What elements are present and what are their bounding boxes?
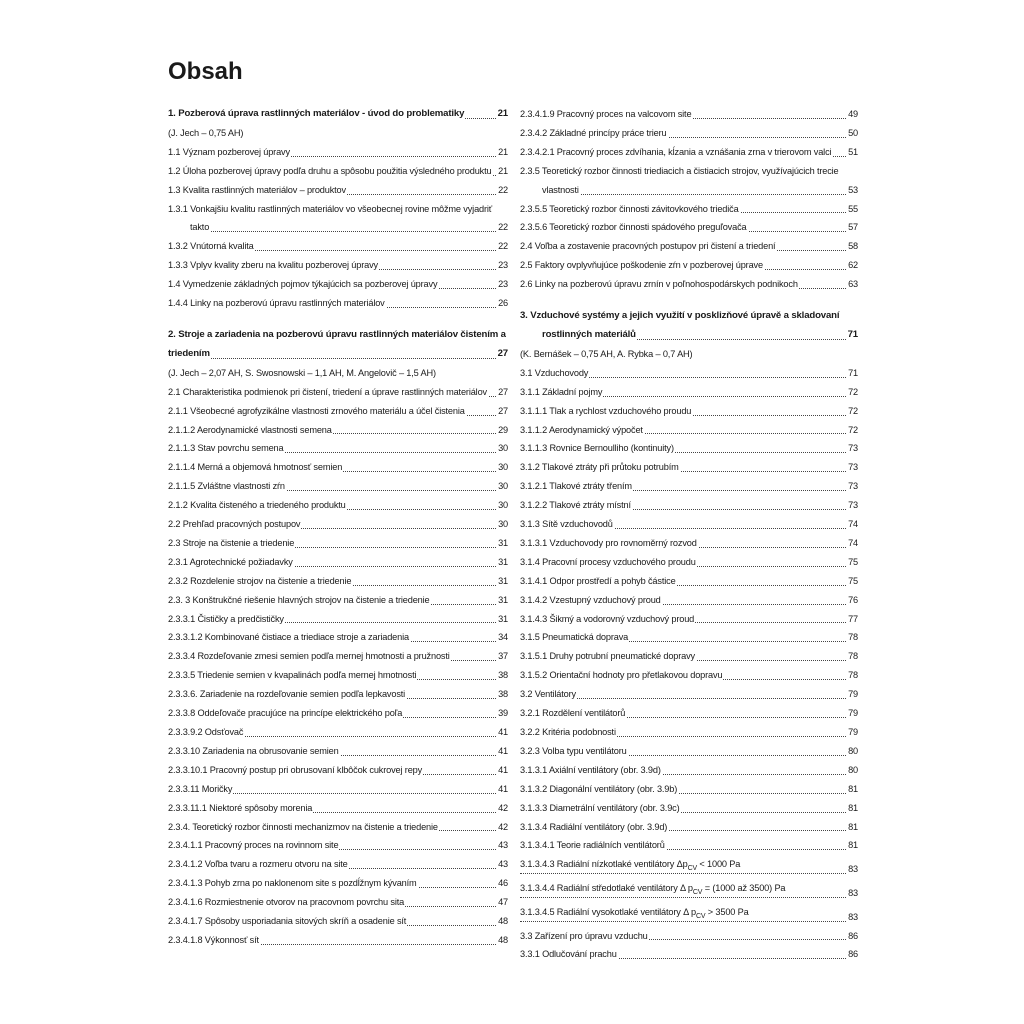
toc-entry-text: (K. Bernášek – 0,75 AH, A. Rybka – 0,7 AH) <box>520 348 693 359</box>
page-number: 58 <box>847 237 858 256</box>
page-number: 49 <box>847 105 858 124</box>
toc-entry-text: 2.3.4.1.1 Pracovný proces na rovinnom site <box>168 840 339 851</box>
page-number: 22 <box>497 181 508 200</box>
toc-section-2-continuation[interactable] <box>168 345 508 364</box>
toc-section-1[interactable] <box>168 105 508 124</box>
toc-entry-text: 3.1.1.1 Tlak a rychlost vzduchového proudu <box>520 405 692 416</box>
toc-entry[interactable] <box>168 628 508 647</box>
page-number: 41 <box>497 742 508 761</box>
toc-entry-text: 2.3. 3 Konštrukčné riešenie hlavných strojov na čistenie a triedenie <box>168 594 430 605</box>
subscript: CV <box>695 912 706 920</box>
page-number: 23 <box>497 275 508 294</box>
toc-entry-text: 3.1.4.2 Vzestupný vzduchový proud <box>520 594 661 605</box>
toc-section-3[interactable] <box>520 307 858 326</box>
page-number: 77 <box>847 610 858 629</box>
toc-entry-text: 3.1.1.2 Aerodynamický výpočet <box>520 424 643 435</box>
subscript: CV <box>692 888 703 896</box>
page-number: 51 <box>847 143 858 162</box>
page-number: 48 <box>497 912 508 931</box>
toc-entry[interactable] <box>168 294 508 313</box>
toc-entry[interactable] <box>520 143 858 162</box>
toc-entry[interactable] <box>168 704 508 723</box>
page-number: 22 <box>497 237 508 256</box>
toc-entry[interactable] <box>520 818 858 837</box>
page-number: 79 <box>847 685 858 704</box>
page-number: 62 <box>847 256 858 275</box>
toc-entry-text: 1.3.1 Vonkajšiu kvalitu rastlinných materiálov vo všeobecnej rovine môžme vyjadriť <box>168 203 493 214</box>
toc-entry[interactable] <box>520 200 858 219</box>
page-number: 83 <box>847 908 858 927</box>
page-number: 80 <box>847 742 858 761</box>
page-number: 47 <box>497 893 508 912</box>
toc-entry-text: 3.1.3.4 Radiální ventilátory (obr. 3.9d) <box>520 821 668 832</box>
page-number: 78 <box>847 647 858 666</box>
toc-entry-text: 3.1.4 Pracovní procesy vzduchového proudu <box>520 556 696 567</box>
toc-entry-text: (J. Jech – 0,75 AH) <box>168 127 244 138</box>
toc-entry-text: 2.3 Stroje na čistenie a triedenie <box>168 537 295 548</box>
toc-entry[interactable] <box>520 402 858 421</box>
toc-entry[interactable] <box>520 162 858 181</box>
toc-entry-text: 2.3.3.4 Rozdeľovanie zmesi semien podľa mernej hmotnosti a pružnosti <box>168 651 450 662</box>
toc-entry[interactable] <box>520 534 858 553</box>
toc-entry[interactable] <box>520 383 858 402</box>
toc-entry-text: 3.1.5 Pneumatická doprava <box>520 632 629 643</box>
toc-entry[interactable] <box>520 799 858 818</box>
page-number: 38 <box>497 685 508 704</box>
toc-entry-text: 2.1 Charakteristika podmienok pri čistení, triedení a úprave rastlinných materiálov <box>168 386 487 397</box>
page-number: 79 <box>847 704 858 723</box>
toc-entry[interactable] <box>520 647 858 666</box>
toc-entry[interactable] <box>520 256 858 275</box>
page-number: 31 <box>497 534 508 553</box>
toc-entry[interactable] <box>520 218 858 237</box>
toc-entry-text: > 3500 Pa <box>705 906 749 917</box>
toc-entry-text: 2.1.1.4 Merná a objemová hmotnosť semien <box>168 462 343 473</box>
toc-entry[interactable] <box>168 685 508 704</box>
page-number: 31 <box>497 553 508 572</box>
toc-entry-text: 3.1.3.1 Axiální ventilátory (obr. 3.9d) <box>520 764 661 775</box>
page-number: 74 <box>847 515 858 534</box>
page-number: 75 <box>847 553 858 572</box>
toc-entry-text: 2.3.5 Teoretický rozbor činnosti triediacich a čistiacich strojov, využívajúcich trecie <box>520 165 839 176</box>
toc-entry[interactable] <box>520 903 858 927</box>
toc-entry-text: 2.3.2 Rozdelenie strojov na čistenie a triedenie <box>168 575 352 586</box>
toc-entry-text: 2.3.1 Agrotechnické požiadavky <box>168 556 293 567</box>
toc-entry[interactable] <box>168 818 508 837</box>
toc-entry[interactable] <box>168 742 508 761</box>
page-number: 76 <box>847 591 858 610</box>
toc-entry-text: 1.4.4 Linky na pozberovú úpravu rastlinných materiálov <box>168 298 385 309</box>
toc-entry[interactable] <box>520 553 858 572</box>
toc-entry-text: 1.3.2 Vnútorná kvalita <box>168 241 254 252</box>
toc-entry[interactable] <box>168 836 508 855</box>
toc-entry[interactable] <box>168 458 508 477</box>
page-number: 27 <box>497 383 508 402</box>
page-number: 72 <box>847 383 858 402</box>
toc-entry[interactable] <box>168 200 508 219</box>
page-number: 37 <box>497 647 508 666</box>
toc-entry[interactable] <box>520 945 858 964</box>
toc-entry[interactable] <box>520 685 858 704</box>
page-number: 42 <box>497 818 508 837</box>
toc-entry-text: 1. Pozberová úprava rastlinných materiálov - úvod do problematiky <box>168 108 465 119</box>
toc-entry[interactable] <box>520 761 858 780</box>
toc-entry-text: 2.1.1.5 Zvláštne vlastnosti zŕn <box>168 481 285 492</box>
toc-entry-text: 2. Stroje a zariadenia na pozberovú úpravu rastlinných materiálov čistením a <box>168 328 506 340</box>
toc-entry-text: 2.3.4.2 Základné princípy práce trieru <box>520 127 667 138</box>
toc-entry-text: 1.3 Kvalita rastlinných materiálov – produktov <box>168 184 346 195</box>
toc-entry[interactable] <box>168 647 508 666</box>
page-number: 83 <box>847 860 858 879</box>
toc-entry-text: 3.1.2 Tlakové ztráty při průtoku potrubím <box>520 462 679 473</box>
page-number: 27 <box>497 402 508 421</box>
toc-entry-text: 2.1.2 Kvalita čisteného a triedeného produktu <box>168 500 346 511</box>
page-number: 81 <box>847 799 858 818</box>
page-number: 72 <box>847 402 858 421</box>
page-number: 21 <box>497 143 508 162</box>
toc-entry-text: 3.1.3.3 Diametrální ventilátory (obr. 3.9c) <box>520 802 680 813</box>
toc-entry[interactable] <box>168 275 508 294</box>
page-number: 74 <box>847 534 858 553</box>
toc-entry-text: 2.1.1 Všeobecné agrofyzikálne vlastnosti zrnového materiálu a účel čistenia <box>168 405 465 416</box>
toc-entry[interactable] <box>168 534 508 553</box>
page-number: 43 <box>497 836 508 855</box>
toc-entry[interactable] <box>520 124 858 143</box>
toc-entry[interactable] <box>168 780 508 799</box>
toc-entry-text: 3.1.4.1 Odpor prostředí a pohyb částice <box>520 575 676 586</box>
toc-entry-text: 3.1.3.4.3 Radiální nízkotlaké ventilátory Δp <box>520 859 688 870</box>
toc-entry[interactable] <box>520 591 858 610</box>
toc-entry[interactable] <box>520 780 858 799</box>
toc-right-column <box>520 105 858 964</box>
page-number: 71 <box>847 326 858 345</box>
toc-entry[interactable] <box>520 458 858 477</box>
toc-entry[interactable] <box>168 893 508 912</box>
toc-entry[interactable] <box>520 836 858 855</box>
toc-entry[interactable] <box>168 237 508 256</box>
toc-entry-text: 3.1.3.4.4 Radiální středotlaké ventilátory Δ p <box>520 883 693 894</box>
page-number: 80 <box>847 761 858 780</box>
toc-entry-text: = (1000 až 3500) Pa <box>702 883 786 894</box>
toc-entry[interactable] <box>168 591 508 610</box>
toc-entry-text: 2.1.1.3 Stav povrchu semena <box>168 443 284 454</box>
toc-entry[interactable] <box>168 496 508 515</box>
toc-entry[interactable] <box>520 515 858 534</box>
toc-entry[interactable] <box>520 742 858 761</box>
toc-entry[interactable] <box>168 761 508 780</box>
toc-entry-text: 3.1.3.2 Diagonální ventilátory (obr. 3.9b) <box>520 783 678 794</box>
toc-authors-2 <box>168 364 508 383</box>
toc-entry-text: 3.2.1 Rozdělení ventilátorů <box>520 708 626 719</box>
page-number: 73 <box>847 477 858 496</box>
toc-entry-continuation[interactable] <box>168 218 508 237</box>
toc-entry-text: 2.3.3.11.1 Niektoré spôsoby morenia <box>168 802 313 813</box>
page-number: 72 <box>847 421 858 440</box>
toc-entry-text: 3.1.1 Základní pojmy <box>520 386 603 397</box>
page-number: 34 <box>497 628 508 647</box>
toc-entry-text: 2.3.3.1.2 Kombinované čistiace a triediace stroje a zariadenia <box>168 632 409 643</box>
toc-entry-text: 3.2.3 Volba typu ventilátoru <box>520 745 627 756</box>
page-number: 31 <box>497 572 508 591</box>
toc-entry-text: 2.5 Faktory ovplyvňujúce poškodenie zŕn v pozberovej úprave <box>520 260 763 271</box>
page-number: 79 <box>847 723 858 742</box>
toc-entry-text: 2.3.5.5 Teoretický rozbor činnosti závitovkového triediča <box>520 203 739 214</box>
toc-entry-text: 2.3.3.10 Zariadenia na obrusovanie semien <box>168 745 339 756</box>
toc-entry[interactable] <box>168 610 508 629</box>
toc-authors-3 <box>520 345 858 364</box>
page-number: 30 <box>497 439 508 458</box>
toc-entry[interactable] <box>168 162 508 181</box>
toc-entry-text: 1.4 Vymedzenie základných pojmov týkajúcich sa pozberovej úpravy <box>168 279 438 290</box>
toc-entry[interactable] <box>168 931 508 950</box>
page-title: Obsah <box>168 58 243 85</box>
toc-entry-text: 2.3.5.6 Teoretický rozbor činnosti spádového preguľovača <box>520 222 747 233</box>
toc-entry[interactable] <box>520 496 858 515</box>
page-number: 39 <box>497 704 508 723</box>
page-number: 57 <box>847 218 858 237</box>
page-number: 78 <box>847 628 858 647</box>
page-number: 73 <box>847 458 858 477</box>
toc-entry-text: 2.3.3.8 Oddeľovače pracujúce na princípe elektrického poľa <box>168 708 403 719</box>
toc-left-column <box>168 105 508 950</box>
toc-entry[interactable] <box>168 723 508 742</box>
toc-entry[interactable] <box>520 477 858 496</box>
toc-entry[interactable] <box>520 855 858 879</box>
page-number: 30 <box>497 477 508 496</box>
page-number: 78 <box>847 666 858 685</box>
toc-entry-text: 3.1.3 Sítě vzduchovodů <box>520 519 613 530</box>
toc-entry-text: 2.3.4.1.8 Výkonnosť sít <box>168 934 259 945</box>
page-number: 50 <box>847 124 858 143</box>
page-number: 29 <box>497 421 508 440</box>
toc-entry-text: 2.3.4.1.9 Pracovný proces na valcovom site <box>520 109 692 119</box>
toc-entry-text: 3.3 Zařízení pro úpravu vzduchu <box>520 930 648 941</box>
subscript: CV <box>687 865 698 873</box>
toc-entry-text: 3.1.3.4.5 Radiální vysokotlaké ventilátory Δ p <box>520 906 696 917</box>
toc-entry-continuation[interactable] <box>520 181 858 200</box>
toc-entry[interactable] <box>520 628 858 647</box>
toc-entry[interactable] <box>168 477 508 496</box>
toc-entry[interactable] <box>168 912 508 931</box>
toc-entry[interactable] <box>168 572 508 591</box>
toc-entry-text: 3.1.1.3 Rovnice Bernoulliho (kontinuity) <box>520 443 674 454</box>
page-number: 27 <box>497 345 508 364</box>
toc-entry[interactable] <box>520 610 858 629</box>
toc-entry-text: 2.2 Prehľad pracovných postupov <box>168 519 301 530</box>
page-number: 81 <box>847 780 858 799</box>
toc-entry[interactable] <box>168 855 508 874</box>
toc-entry[interactable] <box>168 439 508 458</box>
page-number: 41 <box>497 761 508 780</box>
toc-entry-text: 3.1.5.1 Druhy potrubní pneumatické dopravy <box>520 651 696 662</box>
page-number: 30 <box>497 496 508 515</box>
page-number: 73 <box>847 439 858 458</box>
toc-entry-text: vlastnosti <box>542 184 579 195</box>
toc-entry[interactable] <box>168 799 508 818</box>
toc-entry[interactable] <box>168 256 508 275</box>
page-number: 48 <box>497 931 508 950</box>
page-number: 21 <box>497 105 508 124</box>
toc-entry[interactable] <box>520 105 858 124</box>
toc-entry-text: 3.1.2.2 Tlakové ztráty místní <box>520 500 631 511</box>
toc-entry-text: 2.3.4. Teoretický rozbor činnosti mechanizmov na čistenie a triedenie <box>168 821 438 832</box>
page-number: 30 <box>497 515 508 534</box>
toc-entry-text: 2.3.3.6. Zariadenie na rozdeľovanie semien podľa lepkavosti <box>168 689 406 700</box>
toc-entry-text: 3.2 Ventilátory <box>520 689 576 700</box>
toc-entry[interactable] <box>168 383 508 402</box>
toc-entry-text: (J. Jech – 2,07 AH, S. Swosnowski – 1,1 AH, M. Angelovič – 1,5 AH) <box>168 367 436 378</box>
toc-entry-text: 2.3.3.10.1 Pracovný postup pri obrusovaní klbôčok cukrovej repy <box>168 764 423 775</box>
toc-entry-text: 3.1.4.3 Šikmý a vodorovný vzduchový proud <box>520 613 695 624</box>
toc-entry[interactable] <box>520 364 858 383</box>
toc-section-3-continuation[interactable] <box>520 326 858 345</box>
toc-entry-text: 2.3.3.9.2 Odsťovač <box>168 727 244 737</box>
toc-entry-text: 3.3.1 Odlučování prachu <box>520 949 617 960</box>
toc-entry[interactable] <box>520 723 858 742</box>
toc-entry-text: 2.3.3.11 Moričky <box>168 783 233 794</box>
toc-entry-text: 3. Vzduchové systémy a jejich využití v posklizňové úpravě a skladovaní <box>520 310 840 322</box>
toc-entry[interactable] <box>520 666 858 685</box>
toc-entry-text: takto <box>190 222 210 233</box>
page-number: 31 <box>497 591 508 610</box>
toc-entry[interactable] <box>520 927 858 946</box>
toc-entry[interactable] <box>168 421 508 440</box>
toc-entry-text: 1.3.3 Vplyv kvality zberu na kvalitu pozberovej úpravy <box>168 260 378 271</box>
toc-entry[interactable] <box>520 704 858 723</box>
toc-entry[interactable] <box>168 515 508 534</box>
page-number: 63 <box>847 275 858 294</box>
toc-entry-text: rostlinných materiálů <box>542 328 636 340</box>
page-number: 53 <box>847 181 858 200</box>
toc-entry-text: 2.3.4.1.2 Voľba tvaru a rozmeru otvoru na site <box>168 859 348 870</box>
toc-entry-text: 2.1.1.2 Aerodynamické vlastnosti semena <box>168 424 332 435</box>
toc-entry[interactable] <box>520 572 858 591</box>
toc-entry[interactable] <box>520 439 858 458</box>
page-number: 46 <box>497 874 508 893</box>
toc-section-2[interactable] <box>168 326 508 345</box>
toc-authors-1 <box>168 124 508 143</box>
toc-entry-text: 2.3.4.1.6 Rozmiestnenie otvorov na pracovnom povrchu sita <box>168 897 405 908</box>
page-number: 26 <box>497 294 508 313</box>
toc-entry-text: 3.1 Vzduchovody <box>520 367 589 378</box>
toc-entry-text: 3.2.2 Kritéria podobnosti <box>520 727 616 737</box>
toc-entry[interactable] <box>168 143 508 162</box>
page-number: 73 <box>847 496 858 515</box>
page-number: 31 <box>497 610 508 629</box>
toc-entry-text: 2.6 Linky na pozberovú úpravu zrnín v poľnohospodárskych podnikoch <box>520 279 798 290</box>
toc-entry-text: triedením <box>168 347 210 359</box>
toc-entry-text: 2.4 Voľba a zostavenie pracovných postupov pri čistení a triedení <box>520 241 776 252</box>
toc-entry[interactable] <box>520 237 858 256</box>
page-number: 41 <box>497 723 508 742</box>
toc-entry[interactable] <box>168 181 508 200</box>
toc-entry-text: 2.3.4.1.7 Spôsoby usporiadania sitových skríň a osadenie sít <box>168 916 407 927</box>
toc-entry[interactable] <box>168 874 508 893</box>
page-number: 21 <box>497 162 508 181</box>
toc-entry-text: 1.2 Úloha pozberovej úpravy podľa druhu a spôsobu použitia výsledného produktu <box>168 165 492 176</box>
page-number: 83 <box>847 884 858 903</box>
toc-entry-text: 2.3.3.5 Triedenie semien v kvapalinách podľa mernej hmotnosti <box>168 670 417 681</box>
toc-entry-text: 3.1.2.1 Tlakové ztráty třením <box>520 481 632 492</box>
toc-entry-text: 3.1.3.4.1 Teorie radiálních ventilátorů <box>520 840 665 851</box>
toc-entry[interactable] <box>168 553 508 572</box>
toc-entry[interactable] <box>520 879 858 903</box>
toc-entry-text: 2.3.4.1.3 Pohyb zrna po naklonenom site s pozdĺžnym kývaním <box>168 878 417 889</box>
page-number: 42 <box>497 799 508 818</box>
page-number: 71 <box>847 364 858 383</box>
page-number: 81 <box>847 836 858 855</box>
toc-entry-text: 2.3.4.2.1 Pracovný proces zdvíhania, kĺzania a vznášania zrna v trierovom valci <box>520 146 832 157</box>
toc-entry[interactable] <box>520 421 858 440</box>
page-number: 86 <box>847 945 858 964</box>
toc-entry-text: 3.1.3.1 Vzduchovody pro rovnoměrný rozvod <box>520 537 697 548</box>
toc-entry-text: < 1000 Pa <box>697 859 741 870</box>
toc-entry-text: 2.3.3.1 Čističky a predčističky <box>168 613 284 624</box>
page-number: 38 <box>497 666 508 685</box>
page-number: 81 <box>847 818 858 837</box>
page-number: 55 <box>847 200 858 219</box>
page-number: 41 <box>497 780 508 799</box>
toc-entry[interactable] <box>520 275 858 294</box>
page-number: 23 <box>497 256 508 275</box>
page-number: 30 <box>497 458 508 477</box>
toc-entry-text: 3.1.5.2 Orientační hodnoty pro přetlakovou dopravu <box>520 670 723 681</box>
page-number: 43 <box>497 855 508 874</box>
page-number: 75 <box>847 572 858 591</box>
toc-entry-text: 1.1 Význam pozberovej úpravy <box>168 146 290 157</box>
page-number: 22 <box>497 218 508 237</box>
page-number: 86 <box>847 927 858 946</box>
toc-entry[interactable] <box>168 666 508 685</box>
toc-entry[interactable] <box>168 402 508 421</box>
